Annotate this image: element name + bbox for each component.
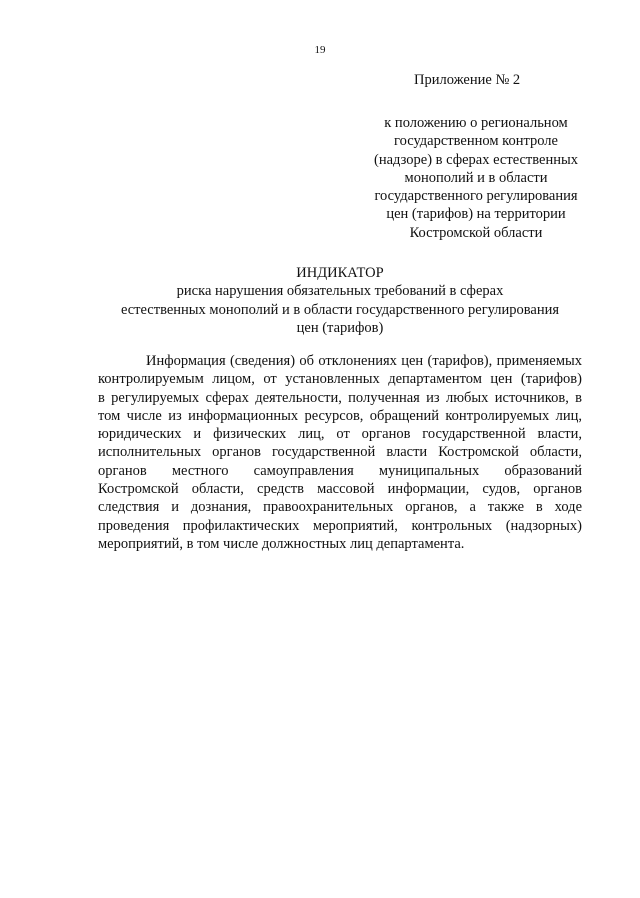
body-line: мероприятий, в том числе должностных лиц департамента. <box>98 535 465 552</box>
appendix-reference-line: государственном контроле <box>394 133 558 150</box>
body-line: Информация (сведения) об отклонениях цен (тарифов), применяемых <box>146 353 582 369</box>
body-line: юридических и физических лиц, от органов государственной власти, <box>98 426 582 443</box>
appendix-title: Приложение № 2 <box>414 72 521 88</box>
appendix-reference-line: цен (тарифов) на территории <box>386 206 566 223</box>
heading-subtitle-line: естественных монополий и в области государственного регулирования <box>120 301 560 318</box>
body-line: проведения профилактических мероприятий, контрольных (надзорных) <box>98 517 582 534</box>
body-line: контролируемым лицом, от установленных департаментом цен (тарифов) <box>98 371 582 388</box>
body-line: в регулируемых сферах деятельности, полученная из любых источников, в <box>98 389 582 406</box>
appendix-reference-line: (надзоре) в сферах естественных <box>374 151 578 168</box>
heading-title: ИНДИКАТОР <box>296 265 384 281</box>
appendix-reference-line: к положению о региональном <box>384 115 568 131</box>
appendix-reference-line: государственного регулирования <box>374 188 578 205</box>
appendix-reference-line: монополий и в области <box>404 169 548 186</box>
body-line: следствия и дознания, правоохранительных органов, а также в ходе <box>98 499 582 516</box>
document-heading <box>0 264 640 337</box>
appendix-reference <box>352 114 600 242</box>
body-line: исполнительных органов государственной власти Костромской области, <box>98 444 582 461</box>
page-number: 19 <box>314 44 326 56</box>
appendix-reference-line: Костромской области <box>409 224 543 241</box>
heading-subtitle-line: риска нарушения обязательных требований в сферах <box>176 283 504 300</box>
body-line: органов местного самоуправления муниципальных образований <box>98 462 582 479</box>
body-paragraph <box>98 352 582 553</box>
body-line: Костромской области, средств массовой информации, судов, органов <box>98 481 582 498</box>
body-line: том числе из информационных ресурсов, обращений контролируемых лиц, <box>98 407 582 424</box>
heading-subtitle-line: цен (тарифов) <box>296 319 384 336</box>
